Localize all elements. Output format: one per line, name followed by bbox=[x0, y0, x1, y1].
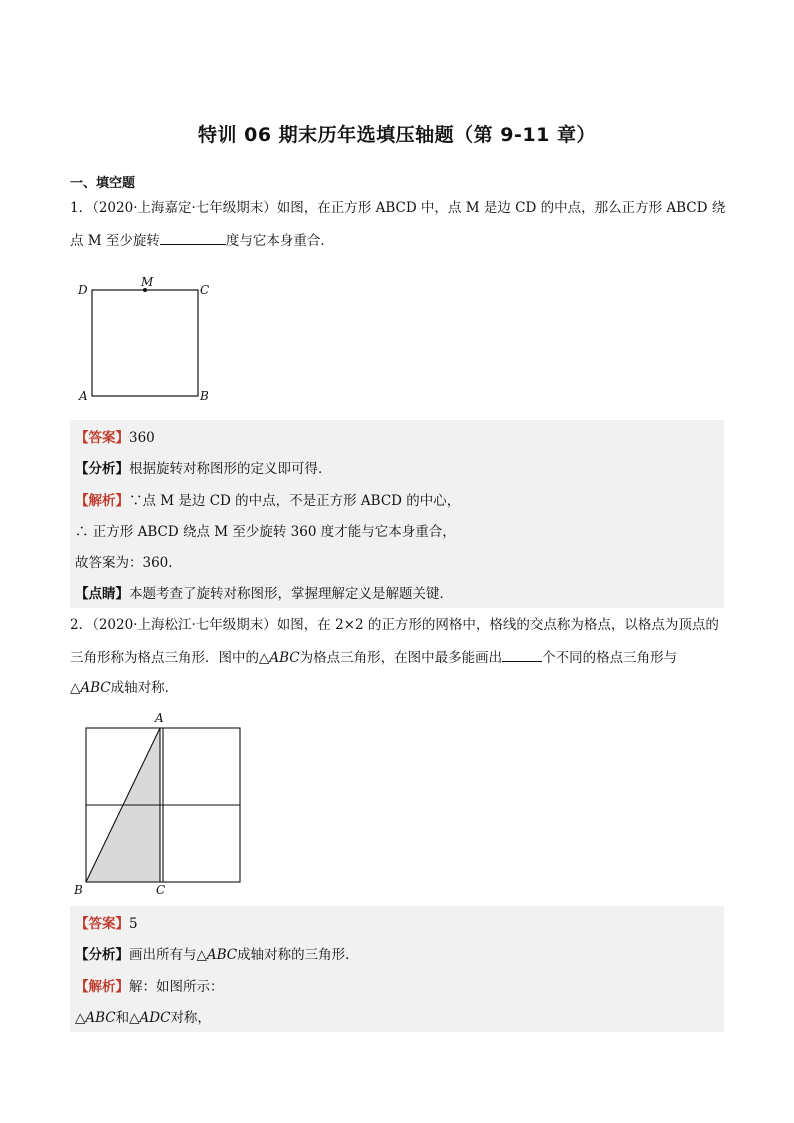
q1-analysis-row bbox=[75, 459, 332, 479]
q1-comment-row bbox=[75, 584, 453, 604]
q1-analysis-text: 根据旋转对称图形的定义即可得． bbox=[129, 461, 332, 477]
q2-answer-row bbox=[75, 914, 138, 934]
q2-solution-tag: 【解析】 bbox=[75, 979, 129, 995]
q2-analysis-triangle: △ABC bbox=[196, 947, 238, 963]
q2-stem-mid: 为格点三角形，在图中最多能画出 bbox=[299, 650, 503, 666]
q1-answer-row bbox=[75, 428, 155, 448]
q1-comment-text: 本题考查了旋转对称图形，掌握理解定义是解题关键． bbox=[129, 586, 453, 602]
label-d: D bbox=[78, 283, 88, 297]
label-m: M bbox=[141, 275, 154, 289]
q1-analysis-tag: 【分析】 bbox=[75, 461, 129, 477]
q2-analysis-pre: 画出所有与 bbox=[129, 947, 197, 963]
q2-grid-figure bbox=[74, 708, 254, 900]
q2-solution-triangle-adc: △ADC bbox=[129, 1010, 171, 1026]
q1-solution-line1: ∵点 M 是边 CD 的中点，不是正方形 ABCD 的中心， bbox=[129, 493, 461, 509]
label-a: A bbox=[155, 711, 164, 725]
q1-answer-blank[interactable] bbox=[160, 230, 226, 245]
q2-solution-row2 bbox=[75, 1008, 211, 1028]
q2-analysis-tag: 【分析】 bbox=[75, 947, 129, 963]
q2-stem-line1: 2．（2020·上海松江·七年级期末）如图，在 2×2 的正方形的网格中，格线的交点称为格点，以格点为顶点的 bbox=[70, 617, 719, 633]
q1-stem-post: 度与它本身重合． bbox=[225, 233, 334, 249]
q1-square-figure bbox=[74, 274, 224, 408]
q2-solution-triangle-abc: △ABC bbox=[75, 1010, 116, 1026]
q2-answer-tag: 【答案】 bbox=[75, 916, 129, 932]
square-abcd bbox=[92, 290, 198, 396]
q1-solution-row1 bbox=[75, 491, 460, 511]
label-b: B bbox=[200, 389, 209, 403]
q2-solution-line1: 解：如图所示： bbox=[129, 979, 224, 995]
q2-solution-row1 bbox=[75, 977, 224, 997]
q2-analysis-row bbox=[75, 945, 359, 965]
q1-solution-line3: 故答案为：360． bbox=[75, 555, 182, 571]
q2-stem-line3 bbox=[70, 678, 730, 698]
q1-stem-pre: 点 M 至少旋转 bbox=[70, 233, 160, 249]
label-c: C bbox=[156, 883, 166, 897]
label-b: B bbox=[74, 883, 83, 897]
q1-stem-line1: 1．（2020·上海嘉定·七年级期末）如图，在正方形 ABCD 中，点 M 是边 CD 的中点，那么正方形 ABCD 绕 bbox=[70, 200, 726, 216]
q2-answer-value: 5 bbox=[129, 916, 138, 932]
q2-solution-mid: 和 bbox=[115, 1010, 130, 1026]
q2-stem-post: 个不同的格点三角形与 bbox=[542, 650, 678, 666]
q2-stem-pre: 三角形称为格点三角形．图中的 bbox=[70, 650, 259, 666]
q1-solution-tag: 【解析】 bbox=[75, 493, 129, 509]
q2-stem-line2 bbox=[70, 647, 730, 668]
page-title: 特训 06 期末历年选填压轴题（第 9-11 章） bbox=[198, 124, 596, 146]
q1-answer-panel bbox=[70, 420, 724, 608]
q2-triangle-abc-ref: △ABC bbox=[70, 680, 111, 696]
q2-answer-blank[interactable] bbox=[502, 647, 542, 662]
q2-stem-line3-post: 成轴对称． bbox=[110, 680, 179, 696]
label-c: C bbox=[200, 283, 210, 297]
q1-answer-tag: 【答案】 bbox=[75, 430, 129, 446]
q1-answer-value: 360 bbox=[129, 430, 155, 446]
q2-solution-post: 对称， bbox=[170, 1010, 211, 1026]
q2-triangle-abc: △ABC bbox=[259, 650, 300, 666]
section-heading: 一、填空题 bbox=[70, 176, 136, 191]
q1-stem-line2 bbox=[70, 230, 730, 251]
q1-comment-tag: 【点睛】 bbox=[75, 586, 129, 602]
label-a: A bbox=[79, 389, 88, 403]
q2-analysis-post: 成轴对称的三角形． bbox=[237, 947, 359, 963]
q1-solution-line2: ∴ 正方形 ABCD 绕点 M 至少旋转 360 度才能与它本身重合， bbox=[75, 524, 456, 540]
